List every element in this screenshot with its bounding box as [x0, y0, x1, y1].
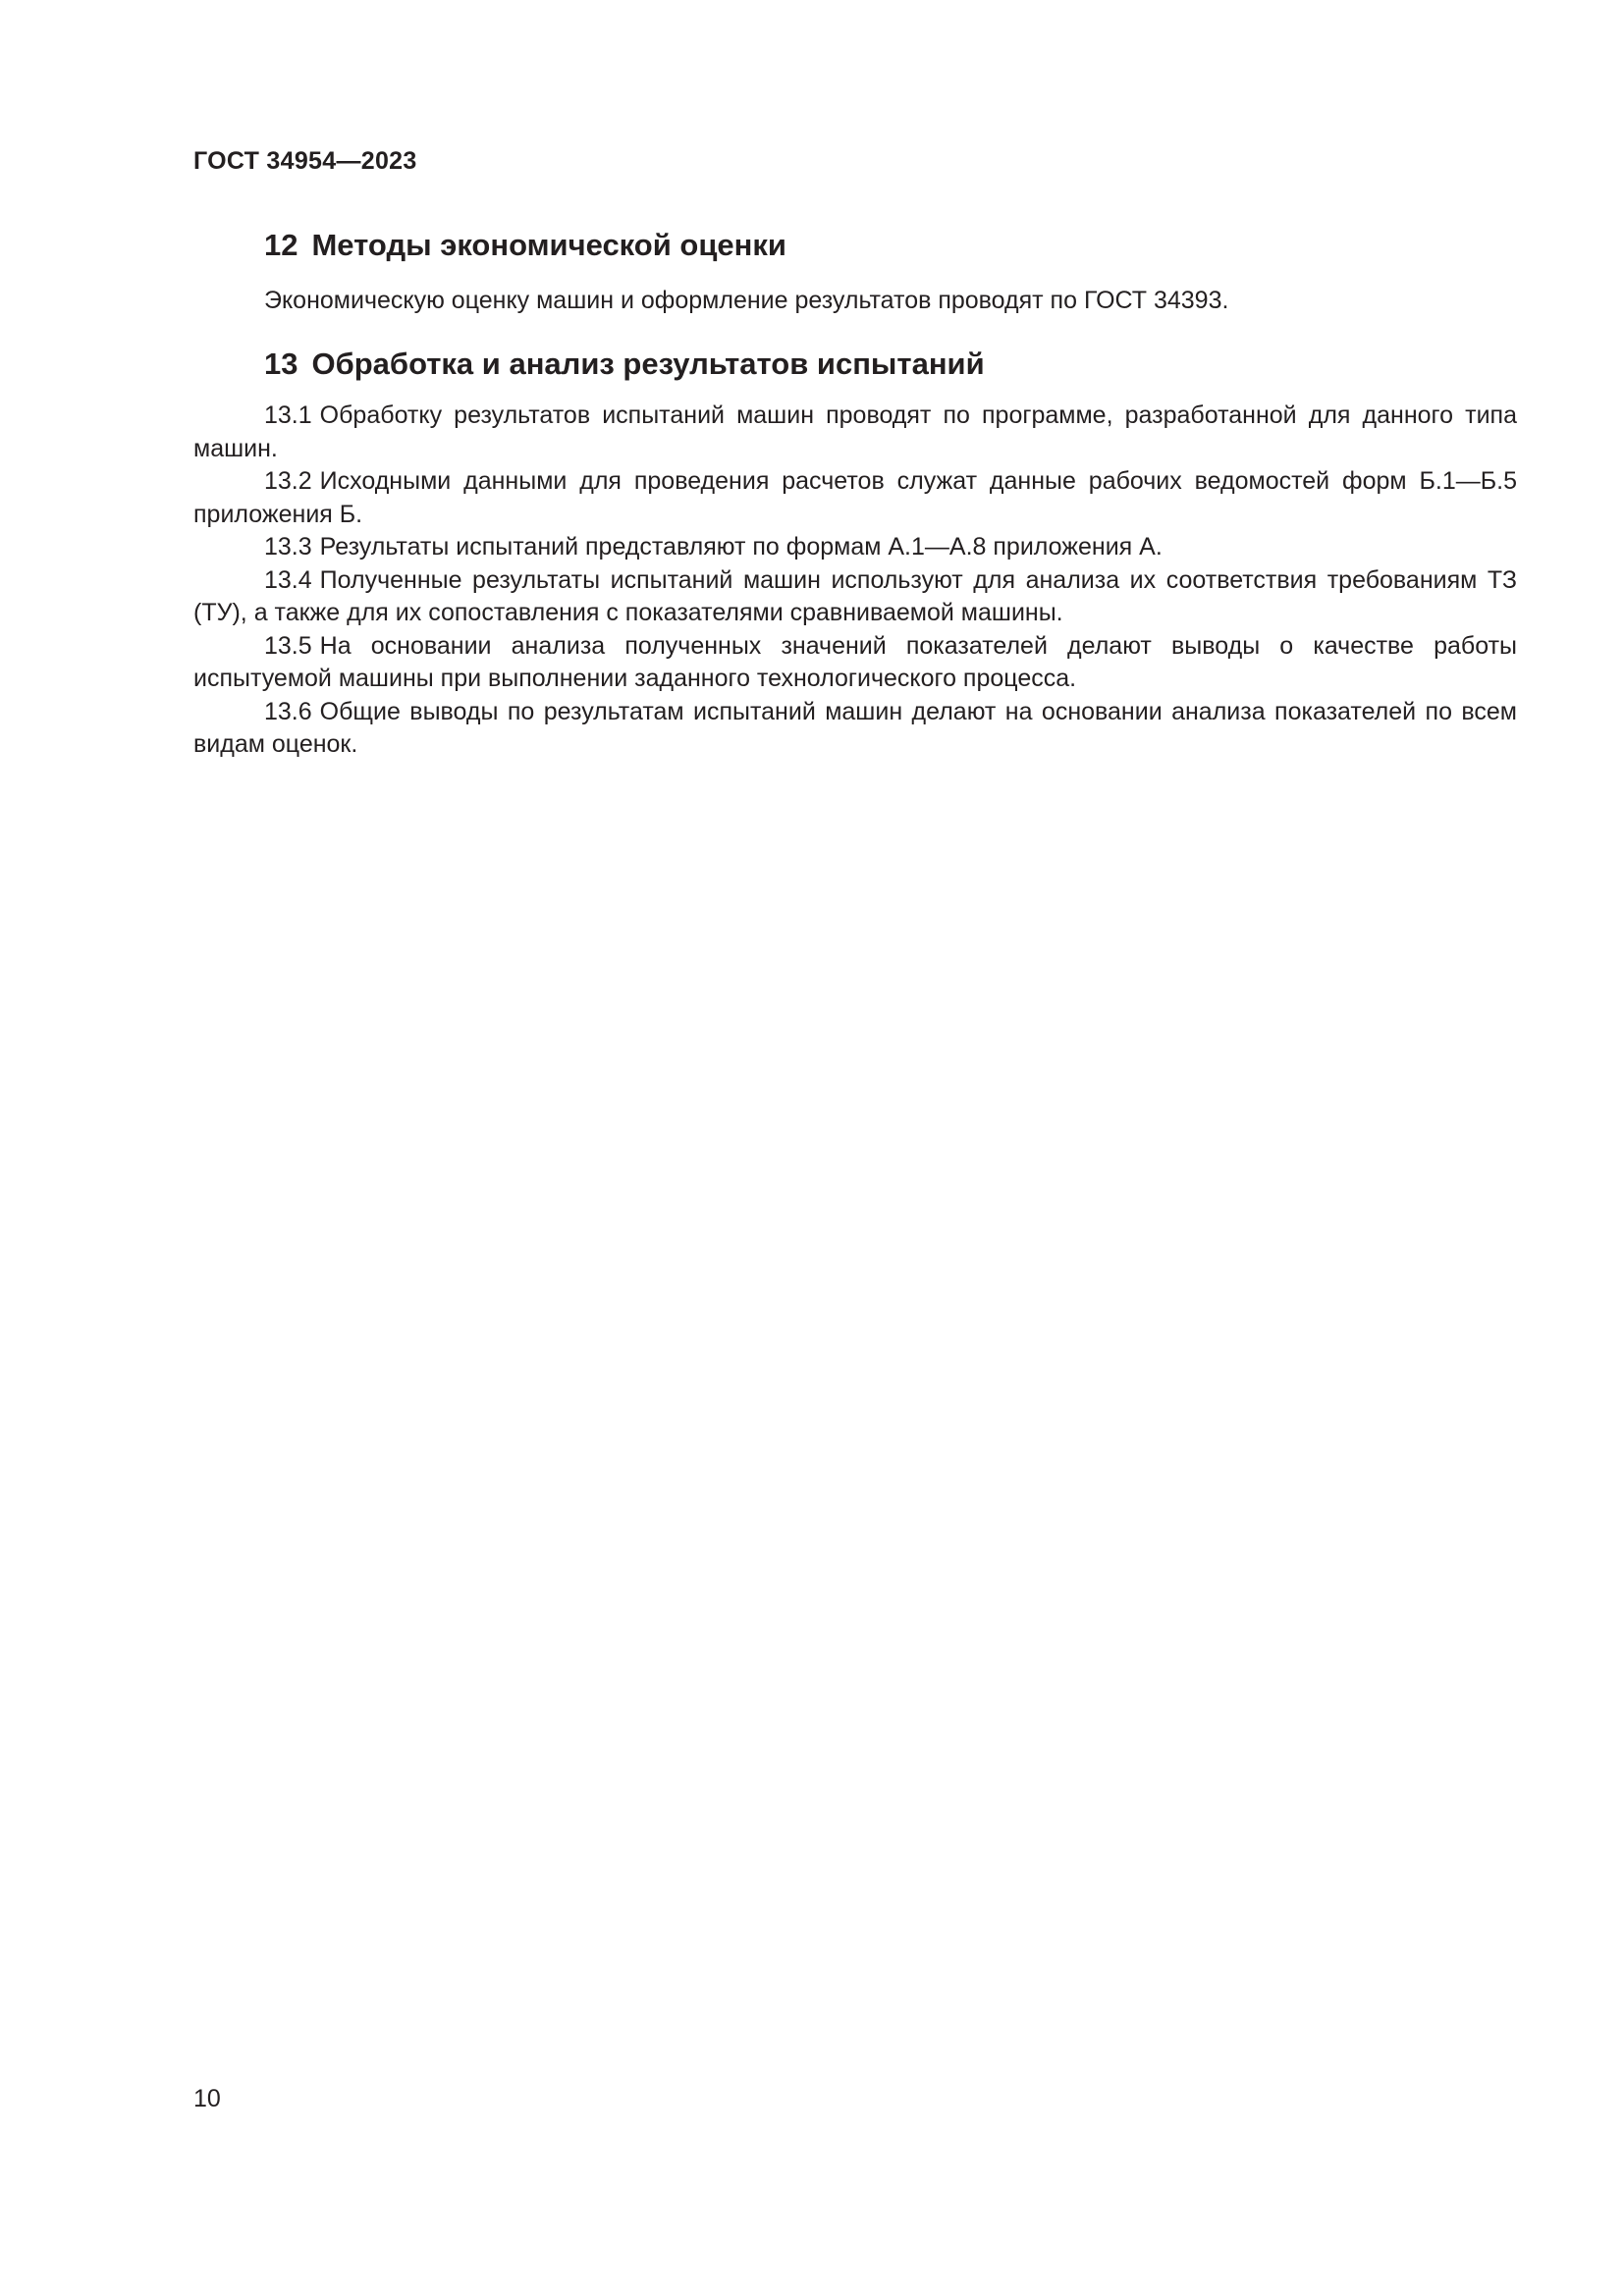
standard-designation: ГОСТ 34954—2023: [193, 147, 417, 175]
section-13-title: Обработка и анализ результатов испытаний: [311, 347, 985, 381]
clause-number: 13.5: [264, 631, 312, 660]
section-12-text: Экономическую оценку машин и оформление результатов проводят по ГОСТ 34393.: [264, 287, 1229, 314]
clause-text: Полученные результаты испытаний машин используют для анализа их соответствия требованиям ТЗ (ТУ), а также для их сопоставления с показателями сравниваемой машины.: [193, 565, 1517, 626]
clause-number: 13.2: [264, 467, 312, 495]
clause-number: 13.4: [264, 565, 312, 594]
clause-13-5: [193, 630, 1517, 696]
clause-13-1: [193, 400, 1517, 465]
section-12-heading: [193, 224, 1517, 267]
section-12-title: Методы экономической оценки: [311, 228, 786, 262]
clause-text: На основании анализа полученных значений показателей делают выводы о качестве работы испытуемой машины при выполнении заданного технологического процесса.: [193, 631, 1517, 692]
clause-text: Обработку результатов испытаний машин проводят по программе, разработанной для данного типа машин.: [193, 401, 1517, 462]
clause-text: Результаты испытаний представляют по формам А.1—А.8 приложения А.: [319, 533, 1163, 561]
clause-number: 13.6: [264, 697, 312, 725]
section-13-clauses: [193, 400, 1517, 762]
clause-13-3: [193, 531, 1517, 564]
page-number: 10: [193, 2085, 221, 2112]
section-13-heading: [193, 343, 1517, 386]
clause-13-2: [193, 465, 1517, 531]
clause-13-6: [193, 696, 1517, 762]
section-12-number: 12: [264, 228, 298, 262]
clause-text: Исходными данными для проведения расчетов служат данные рабочих ведомостей форм Б.1—Б.5 приложения Б.: [193, 467, 1517, 528]
page-content: [193, 224, 1517, 762]
clause-13-4: [193, 564, 1517, 630]
clause-number: 13.3: [264, 533, 312, 561]
section-13-number: 13: [264, 347, 298, 381]
clause-text: Общие выводы по результатам испытаний машин делают на основании анализа показателей по всем видам оценок.: [193, 697, 1517, 758]
clause-number: 13.1: [264, 401, 312, 429]
